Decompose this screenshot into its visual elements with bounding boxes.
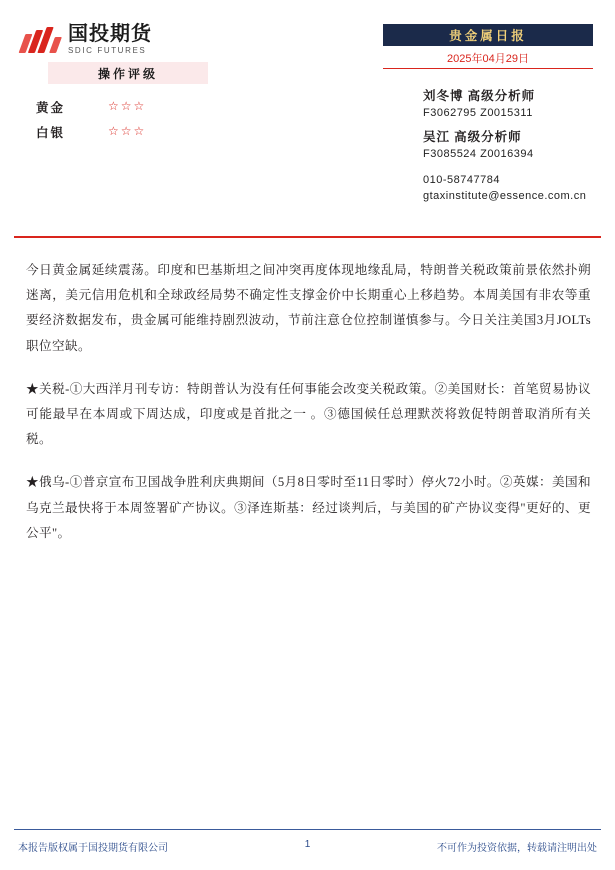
rating-stars-silver: ☆☆☆ <box>108 124 147 138</box>
rating-label-silver: 白银 <box>36 125 66 140</box>
header-divider <box>14 236 601 238</box>
paragraph-russia-ukraine-news: ★俄乌-①普京宣布卫国战争胜利庆典期间（5月8日零时至11日零时）停火72小时。②英媒：美国和乌克兰最快将于本周签署矿产协议。③泽连斯基：经过谈判后，与美国的矿产协议变得"更好的、更公平"。 <box>26 475 591 540</box>
report-title-banner: 贵金属日报 <box>383 24 593 46</box>
report-footer <box>14 836 601 856</box>
analyst-code-1: F3062795 Z0015311 <box>423 107 533 119</box>
footer-page-number: 1 <box>304 839 311 850</box>
report-body <box>26 258 591 546</box>
report-header <box>0 14 615 204</box>
banner-divider <box>383 68 593 69</box>
analyst-name-2: 吴江 高级分析师 <box>423 130 522 144</box>
footer-divider <box>14 829 601 830</box>
paragraph-tariff-news: ★关税-①大西洋月刊专访：特朗普认为没有任何事能会改变关税政策。②美国财长：首笔贸易协议可能最早在本周或下周达成，印度或是首批之一 。③德国候任总理默茨将敦促特朗普取消所有关税。 <box>26 381 591 447</box>
footer-copyright: 本报告版权属于国投期货有限公司 <box>18 843 168 854</box>
rating-panel-rows <box>34 94 224 144</box>
logo-text <box>68 24 152 55</box>
contact-block <box>328 174 593 206</box>
rating-panel-title: 操作评级 <box>48 62 208 84</box>
paragraph-market-summary: 今日黄金属延续震荡。印度和巴基斯坦之间冲突再度体现地缘乱局，特朗普关税政策前景依然扑朔迷离，美元信用危机和全球政经局势不确定性支撑金价中长期重心上移趋势。本周美国有非农等重要经济数据发布，贵金属可能维持剧烈波动，节前注意仓位控制谨慎参与。今日关注美国3月JOLTs职位空缺。 <box>26 263 591 353</box>
analyst-name-1: 刘冬博 高级分析师 <box>423 89 536 103</box>
logo-company-name-en: SDIC FUTURES <box>68 46 147 55</box>
contact-email: gtaxinstitute@essence.com.cn <box>423 190 587 202</box>
contact-phone: 010-58747784 <box>423 174 500 186</box>
company-logo <box>22 24 152 55</box>
rating-stars-gold: ☆☆☆ <box>108 99 147 113</box>
logo-mark-icon <box>22 27 62 53</box>
rating-row-gold <box>34 94 224 119</box>
report-date: 2025年04月29日 <box>447 53 529 65</box>
analyst-code-2: F3085524 Z0016394 <box>423 148 534 160</box>
analyst-list <box>328 86 593 168</box>
rating-label-gold: 黄金 <box>36 100 66 115</box>
rating-row-silver <box>34 119 224 144</box>
footer-disclaimer: 不可作为投资依据，转载请注明出处 <box>437 843 597 854</box>
logo-company-name-cn: 国投期货 <box>68 23 152 45</box>
